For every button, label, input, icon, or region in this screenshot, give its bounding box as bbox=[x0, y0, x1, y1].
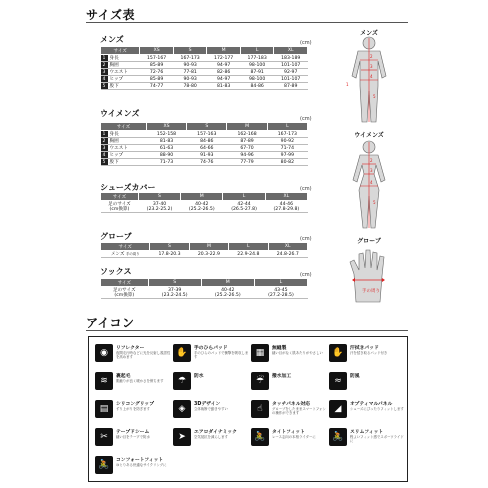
cell-value: 42-44 bbox=[237, 201, 251, 207]
mens-figure-label: メンズ bbox=[360, 30, 378, 37]
table-cell: 85-89 bbox=[140, 76, 174, 83]
icon-feature-item bbox=[329, 371, 407, 393]
column-header: L bbox=[267, 123, 307, 131]
column-header: サイズ bbox=[101, 123, 147, 131]
table-cell: 152-158 bbox=[146, 131, 186, 138]
row-number: 2 bbox=[101, 62, 108, 69]
icon-feature-item bbox=[251, 371, 329, 393]
svg-text:4: 4 bbox=[370, 180, 373, 185]
column-header: サイズ bbox=[101, 47, 140, 55]
cell-value-cm: (25.2-26.5) bbox=[188, 206, 215, 212]
icon-feature-name: 防水 bbox=[194, 374, 204, 379]
shoe-cover-heading: シューズカバー bbox=[100, 183, 156, 192]
socks-unit: (cm) bbox=[300, 272, 312, 278]
row-label-main: メンズ bbox=[110, 252, 125, 257]
icon-feature-desc: ゆとりある快適なサイクリングに bbox=[116, 463, 167, 467]
table-cell: 157-163 bbox=[187, 131, 227, 138]
row-label-sub: (cm換算) bbox=[109, 206, 130, 212]
column-header: XL bbox=[274, 47, 308, 55]
table-cell: 85-89 bbox=[140, 62, 174, 69]
table-cell: 162-168 bbox=[227, 131, 267, 138]
table-cell: 80-82 bbox=[267, 159, 307, 166]
row-number: 4 bbox=[101, 152, 108, 159]
icon-feature-name: 撥水加工 bbox=[272, 374, 292, 379]
row-number: 3 bbox=[101, 145, 108, 152]
table-row bbox=[101, 152, 308, 159]
cell-value: 44-46 bbox=[279, 201, 294, 207]
table-row bbox=[101, 131, 308, 138]
icon-feature-name: タイトフィット bbox=[272, 430, 305, 435]
table-cell: 101-107 bbox=[274, 76, 308, 83]
table-row bbox=[101, 159, 308, 166]
row-number: 5 bbox=[101, 159, 108, 166]
cell-value-cm: (26.5-27.8) bbox=[231, 206, 257, 212]
table-cell: 167-173 bbox=[267, 131, 307, 138]
table-cell: 94-96 bbox=[227, 152, 267, 159]
table-cell: 90-93 bbox=[173, 62, 207, 69]
svg-text:3: 3 bbox=[370, 168, 373, 173]
icon-feature-item bbox=[173, 371, 251, 393]
tight-fit-icon: 🚴 bbox=[251, 428, 269, 446]
table-cell: 90-92 bbox=[267, 138, 307, 145]
table-row bbox=[101, 138, 308, 145]
icon-feature-desc: 汗を拭き取るパッド付き bbox=[350, 351, 388, 355]
row-number: 4 bbox=[101, 76, 108, 83]
womens-unit: (cm) bbox=[300, 116, 312, 122]
column-header: サイズ bbox=[101, 193, 139, 201]
icon-feature-item bbox=[329, 399, 407, 421]
icon-feature-item bbox=[329, 427, 407, 449]
icon-feature-item bbox=[251, 399, 329, 421]
3d-design-icon: ◈ bbox=[173, 400, 191, 418]
svg-text:4: 4 bbox=[370, 74, 373, 79]
column-header: XL bbox=[268, 243, 307, 251]
icon-feature-item bbox=[95, 371, 173, 393]
row-label: 身長 bbox=[108, 55, 140, 62]
table-cell: 172-177 bbox=[207, 55, 241, 62]
table-cell: 78-80 bbox=[173, 83, 207, 90]
svg-text:1: 1 bbox=[346, 82, 349, 87]
column-header: M bbox=[227, 123, 267, 131]
aerodynamic-icon: ➤ bbox=[173, 428, 191, 446]
icon-feature-desc: グローブをしたままスマートフォンの操作ができます bbox=[272, 407, 326, 415]
table-cell: 82-86 bbox=[207, 69, 241, 76]
table-cell bbox=[201, 287, 254, 299]
touch-panel-icon: ☝ bbox=[251, 400, 269, 418]
row-label-line: 足のサイズ bbox=[108, 201, 131, 207]
reflector-icon: ◉ bbox=[95, 344, 113, 362]
brushed-back-icon: ≋ bbox=[95, 372, 113, 390]
table-cell: 87-89 bbox=[227, 138, 267, 145]
icon-feature-desc: 手のひらのパッドで衝撃を吸収します bbox=[194, 351, 249, 359]
column-header: S bbox=[173, 47, 207, 55]
table-cell: 87-91 bbox=[240, 69, 274, 76]
column-header: XL bbox=[265, 193, 307, 201]
glove-figure-label: グローブ bbox=[357, 238, 381, 245]
column-header: XS bbox=[146, 123, 186, 131]
icon-feature-name: リフレクター bbox=[116, 346, 145, 351]
svg-text:5: 5 bbox=[373, 200, 376, 205]
table-row bbox=[101, 201, 308, 213]
icon-feature-desc: 立体裁断で動きやすい bbox=[194, 407, 228, 411]
cell-value: 37-39 bbox=[167, 287, 182, 293]
table-cell: 61-63 bbox=[146, 145, 186, 152]
cell-value: 40-42 bbox=[195, 201, 209, 207]
socks-heading: ソックス bbox=[100, 267, 132, 276]
svg-text:5: 5 bbox=[373, 94, 376, 99]
title-divider bbox=[86, 22, 408, 23]
table-cell: 183-189 bbox=[274, 55, 308, 62]
table-cell: 92-97 bbox=[274, 69, 308, 76]
taped-seam-icon: ✂ bbox=[95, 428, 113, 446]
table-cell: 81-83 bbox=[207, 83, 241, 90]
icon-feature-desc: 肌触りが良く暖かさを保ちます bbox=[116, 379, 164, 383]
icon-feature-name: 裏起毛 bbox=[116, 374, 131, 379]
icon-feature-item bbox=[173, 427, 251, 449]
palm-pad-icon: ✋ bbox=[173, 344, 191, 362]
icon-feature-name: 手のひらパッド bbox=[194, 346, 228, 351]
seamless-icon: ▦ bbox=[251, 344, 269, 362]
table-row bbox=[101, 83, 308, 90]
sweat-pad-icon: ✋ bbox=[329, 344, 347, 362]
table-cell: 22.9-24.8 bbox=[229, 251, 268, 258]
column-header: サイズ bbox=[101, 279, 149, 287]
table-row bbox=[101, 145, 308, 152]
row-label: 股下 bbox=[108, 159, 147, 166]
womens-heading: ウイメンズ bbox=[100, 109, 140, 118]
icon-feature-item bbox=[95, 455, 173, 477]
cell-value-cm: (27.8-29.8) bbox=[273, 206, 300, 212]
icon-feature-desc: 夜間走行時などに光を反射し視認性を高めます bbox=[116, 351, 171, 359]
windproof-icon: ≈ bbox=[329, 372, 347, 390]
table-cell: 72-76 bbox=[140, 69, 174, 76]
icon-feature-item bbox=[329, 343, 407, 365]
shoe-cover-size-table bbox=[100, 192, 308, 213]
icon-feature-desc: レース志向の本格ライダーに bbox=[272, 435, 316, 439]
icon-feature-item bbox=[95, 427, 173, 449]
table-cell: 77-81 bbox=[173, 69, 207, 76]
column-header: L bbox=[254, 279, 307, 287]
column-header: XS bbox=[140, 47, 174, 55]
column-header: L bbox=[229, 243, 268, 251]
row-number: 1 bbox=[101, 55, 108, 62]
table-row bbox=[101, 251, 308, 258]
cell-value-cm: (23.2-24.5) bbox=[161, 292, 188, 298]
table-cell: 91-93 bbox=[187, 152, 227, 159]
row-label: ヒップ bbox=[108, 76, 140, 83]
table-cell: 71-74 bbox=[267, 145, 307, 152]
table-cell bbox=[138, 201, 180, 213]
row-number: 5 bbox=[101, 83, 108, 90]
table-cell: 77-79 bbox=[227, 159, 267, 166]
glove-unit: (cm) bbox=[300, 236, 312, 242]
glove-heading: グローブ bbox=[100, 232, 132, 241]
socks-size-table bbox=[100, 278, 308, 299]
table-cell bbox=[181, 201, 223, 213]
cell-value: 40-42 bbox=[221, 287, 235, 293]
slim-fit-icon: 🚴 bbox=[329, 428, 347, 446]
icon-feature-name: シリコングリップ bbox=[116, 402, 154, 407]
water-repellent-icon: ☔ bbox=[251, 372, 269, 390]
icon-feature-name: テープドシーム bbox=[116, 430, 150, 435]
row-label bbox=[101, 251, 150, 258]
cell-value: 43-45 bbox=[274, 287, 288, 293]
column-header: M bbox=[189, 243, 228, 251]
table-cell: 94-97 bbox=[207, 62, 241, 69]
icon-feature-name: 防風 bbox=[350, 374, 360, 379]
waterproof-icon: ☂ bbox=[173, 372, 191, 390]
table-row bbox=[101, 55, 308, 62]
row-number: 2 bbox=[101, 138, 108, 145]
icon-feature-name: タッチパネル対応 bbox=[272, 402, 311, 407]
icon-feature-name: コンフォートフィット bbox=[116, 458, 164, 463]
row-label-line: 足のサイズ bbox=[112, 287, 136, 293]
table-cell: 71-73 bbox=[146, 159, 186, 166]
table-cell: 67-70 bbox=[227, 145, 267, 152]
mens-size-table bbox=[100, 46, 308, 90]
table-row bbox=[101, 287, 308, 299]
column-header: M bbox=[207, 47, 241, 55]
hand-figure bbox=[346, 246, 392, 304]
womens-size-table bbox=[100, 122, 308, 166]
table-cell: 177-183 bbox=[240, 55, 274, 62]
table-cell bbox=[265, 201, 307, 213]
icon-feature-name: オプティマルパネル bbox=[350, 402, 393, 407]
column-header: S bbox=[148, 279, 201, 287]
table-cell: 101-107 bbox=[274, 62, 308, 69]
table-cell bbox=[148, 287, 201, 299]
icon-feature-name: エアロダイナミック bbox=[194, 430, 237, 435]
cell-value-cm: (27.2-28.5) bbox=[268, 292, 294, 298]
column-header: S bbox=[150, 243, 189, 251]
table-row bbox=[101, 76, 308, 83]
row-label-sub: 手の周り bbox=[125, 252, 140, 256]
column-header: M bbox=[181, 193, 223, 201]
table-cell: 24.8-26.7 bbox=[268, 251, 307, 258]
svg-text:3: 3 bbox=[370, 64, 373, 69]
mens-unit: (cm) bbox=[300, 40, 312, 46]
icon-feature-desc: 縫い目がなく肌あたりがやさしい bbox=[272, 351, 323, 355]
icon-feature-desc: 空気抵抗を減らします bbox=[194, 435, 228, 439]
row-label: 股下 bbox=[108, 83, 140, 90]
icon-feature-name: スリムフィット bbox=[350, 430, 384, 435]
table-cell: 87-89 bbox=[274, 83, 308, 90]
row-label: 胸囲 bbox=[108, 138, 147, 145]
icon-feature-item bbox=[251, 427, 329, 449]
womens-body-figure bbox=[340, 140, 398, 230]
column-header: サイズ bbox=[101, 243, 150, 251]
icon-feature-desc: 縫い目をテープで防水 bbox=[116, 435, 150, 439]
row-label: ヒップ bbox=[108, 152, 147, 159]
comfort-fit-icon: 🚴 bbox=[95, 456, 113, 474]
table-cell: 98-100 bbox=[240, 76, 274, 83]
table-cell: 17.8-20.3 bbox=[150, 251, 189, 258]
table-cell: 90-93 bbox=[173, 76, 207, 83]
icon-feature-item bbox=[95, 343, 173, 365]
hand-caption: 手の周り bbox=[362, 289, 380, 294]
table-cell: 84-86 bbox=[187, 138, 227, 145]
icons-title: アイコン bbox=[86, 316, 135, 330]
row-label: 身長 bbox=[108, 131, 147, 138]
table-cell: 84-86 bbox=[240, 83, 274, 90]
table-cell: 74-76 bbox=[187, 159, 227, 166]
table-cell: 20.3-22.9 bbox=[189, 251, 228, 258]
table-cell: 94-97 bbox=[207, 76, 241, 83]
table-cell: 74-77 bbox=[140, 83, 174, 90]
row-label: ウエスト bbox=[108, 69, 140, 76]
icons-divider bbox=[86, 330, 408, 331]
svg-text:2: 2 bbox=[370, 54, 373, 59]
icon-feature-item bbox=[173, 343, 251, 365]
optimal-panel-icon: ◢ bbox=[329, 400, 347, 418]
column-header: M bbox=[201, 279, 254, 287]
table-cell: 64-66 bbox=[187, 145, 227, 152]
row-label: 胸囲 bbox=[108, 62, 140, 69]
icon-feature-item bbox=[251, 343, 329, 365]
table-cell: 98-100 bbox=[240, 62, 274, 69]
icon-feature-desc: シューズにぴったりフィットします bbox=[350, 407, 404, 411]
icon-feature-item bbox=[173, 399, 251, 421]
table-cell: 88-90 bbox=[146, 152, 186, 159]
mens-body-figure bbox=[340, 36, 398, 124]
cell-value-cm: (23.2-25.2) bbox=[146, 206, 173, 212]
icon-feature-name: 汗拭きパッド bbox=[350, 346, 379, 351]
size-chart-title: サイズ表 bbox=[86, 8, 136, 22]
row-label-sub: (cm換算) bbox=[114, 292, 135, 298]
column-header: L bbox=[223, 193, 265, 201]
glove-size-table bbox=[100, 242, 308, 258]
silicone-grip-icon: ▤ bbox=[95, 400, 113, 418]
womens-figure-label: ウイメンズ bbox=[354, 132, 384, 139]
shoe-cover-unit: (cm) bbox=[300, 186, 312, 192]
table-cell: 81-83 bbox=[146, 138, 186, 145]
table-cell: 97-99 bbox=[267, 152, 307, 159]
icon-feature-desc: ずり上がりを防ぎます bbox=[116, 407, 150, 411]
row-number: 3 bbox=[101, 69, 108, 76]
row-label: ウエスト bbox=[108, 145, 147, 152]
icon-feature-desc: 程よいフィット感でスポーツライドに bbox=[350, 435, 404, 443]
row-label bbox=[101, 287, 149, 299]
column-header: L bbox=[240, 47, 274, 55]
column-header: S bbox=[138, 193, 180, 201]
mens-heading: メンズ bbox=[100, 35, 124, 44]
icon-feature-name: 3Dデザイン bbox=[194, 402, 221, 407]
row-number: 1 bbox=[101, 131, 108, 138]
row-label bbox=[101, 201, 139, 213]
table-row bbox=[101, 62, 308, 69]
cell-value-cm: (25.2-26.5) bbox=[214, 292, 241, 298]
table-cell: 157-167 bbox=[140, 55, 174, 62]
table-cell bbox=[254, 287, 307, 299]
svg-text:2: 2 bbox=[370, 158, 373, 163]
table-cell: 167-173 bbox=[173, 55, 207, 62]
icons-panel bbox=[88, 336, 408, 482]
table-cell bbox=[223, 201, 265, 213]
cell-value: 37-40 bbox=[152, 201, 167, 207]
icon-feature-name: 無縫製 bbox=[272, 346, 287, 351]
icon-feature-item bbox=[95, 399, 173, 421]
column-header: S bbox=[187, 123, 227, 131]
table-row bbox=[101, 69, 308, 76]
